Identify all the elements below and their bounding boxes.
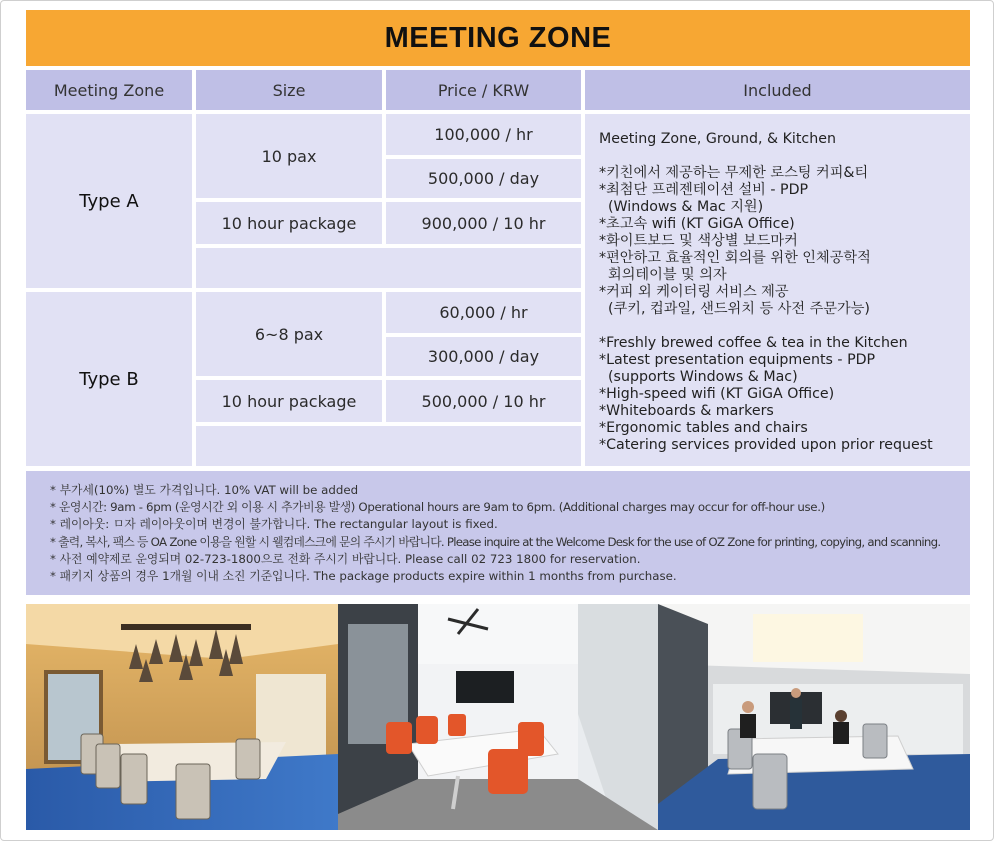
header-included: Included bbox=[585, 70, 970, 110]
included-ko-item: *커피 외 케이터링 서비스 제공 bbox=[599, 284, 789, 300]
type-b-price-hour: 60,000 / hr bbox=[386, 292, 581, 333]
type-a-label: Type A bbox=[26, 114, 192, 288]
included-ko-item: (Windows & Mac 지원) bbox=[599, 199, 764, 215]
note-reservation: * 사전 예약제로 운영되며 02-723-1800으로 전화 주시기 바랍니다. Please call 02 723 1800 for reservation. bbox=[50, 551, 641, 566]
type-a-spacer bbox=[196, 248, 581, 288]
included-ko-item: *초고속 wifi (KT GiGA Office) bbox=[599, 216, 795, 232]
note-layout: * 레이아웃: ㅁ자 레이아웃이며 변경이 불가합니다. The rectangular layout is fixed. bbox=[50, 517, 498, 532]
type-a-price-hour: 100,000 / hr bbox=[386, 114, 581, 155]
type-b-size: 6~8 pax bbox=[196, 292, 382, 376]
type-b-spacer bbox=[196, 426, 581, 466]
header-price: Price / KRW bbox=[386, 70, 581, 110]
included-en-item: *Catering services provided upon prior request bbox=[599, 437, 933, 453]
included-ko-item: *최첨단 프레젠테이션 설비 - PDP bbox=[599, 182, 809, 198]
included-en-item: *Whiteboards & markers bbox=[599, 403, 774, 419]
notes-panel bbox=[26, 471, 970, 595]
included-panel bbox=[585, 114, 970, 466]
header-meeting-zone: Meeting Zone bbox=[26, 70, 192, 110]
type-a-price-day: 500,000 / day bbox=[386, 159, 581, 198]
included-ko-item: 회의테이블 및 의자 bbox=[599, 267, 727, 283]
type-a-price-package: 900,000 / 10 hr bbox=[386, 202, 581, 244]
included-ko-item: *키친에서 제공하는 무제한 로스팅 커피&티 bbox=[599, 165, 869, 181]
page-title: MEETING ZONE bbox=[384, 21, 612, 54]
type-b-label: Type B bbox=[26, 292, 192, 466]
type-b-package: 10 hour package bbox=[196, 380, 382, 422]
photo-meeting-room-1 bbox=[26, 604, 338, 830]
included-en-item: (supports Windows & Mac) bbox=[599, 369, 798, 385]
title-banner bbox=[26, 10, 970, 66]
included-ko-item: *편안하고 효율적인 회의를 위한 인체공학적 bbox=[599, 250, 871, 266]
note-package-expiry: * 패키지 상품의 경우 1개월 이내 소진 기준입니다. The package products expire within 1 months from purchase. bbox=[50, 569, 677, 584]
photo-meeting-room-2 bbox=[338, 604, 658, 830]
included-en-item: *Freshly brewed coffee & tea in the Kitchen bbox=[599, 335, 908, 351]
included-en-item: *Ergonomic tables and chairs bbox=[599, 420, 808, 436]
type-b-price-package: 500,000 / 10 hr bbox=[386, 380, 581, 422]
type-b-price-day: 300,000 / day bbox=[386, 337, 581, 376]
included-heading: Meeting Zone, Ground, & Kitchen bbox=[599, 131, 836, 147]
type-a-package: 10 hour package bbox=[196, 202, 382, 244]
included-en-item: *Latest presentation equipments - PDP bbox=[599, 352, 876, 368]
photo-meeting-room-3 bbox=[658, 604, 970, 830]
included-en-item: *High-speed wifi (KT GiGA Office) bbox=[599, 386, 835, 402]
note-hours: * 운영시간: 9am - 6pm (운영시간 외 이용 시 추가비용 발생) Operational hours are 9am to 6pm. (Additional charges may occur for off-hour use.) bbox=[50, 500, 825, 515]
note-vat: * 부가세(10%) 별도 가격입니다. 10% VAT will be added bbox=[50, 483, 359, 497]
note-oa-zone: * 출력, 복사, 팩스 등 OA Zone 이용을 원할 시 웰컴데스크에 문의 주시기 바랍니다. Please inquire at the Welcome Desk for the use of OZ Zone for printing, copying, and scanning. bbox=[50, 534, 941, 549]
type-a-size: 10 pax bbox=[196, 114, 382, 198]
included-ko-item: *화이트보드 및 색상별 보드마커 bbox=[599, 233, 798, 249]
included-ko-item: (쿠키, 컵과일, 샌드위치 등 사전 주문가능) bbox=[599, 301, 870, 317]
header-size: Size bbox=[196, 70, 382, 110]
